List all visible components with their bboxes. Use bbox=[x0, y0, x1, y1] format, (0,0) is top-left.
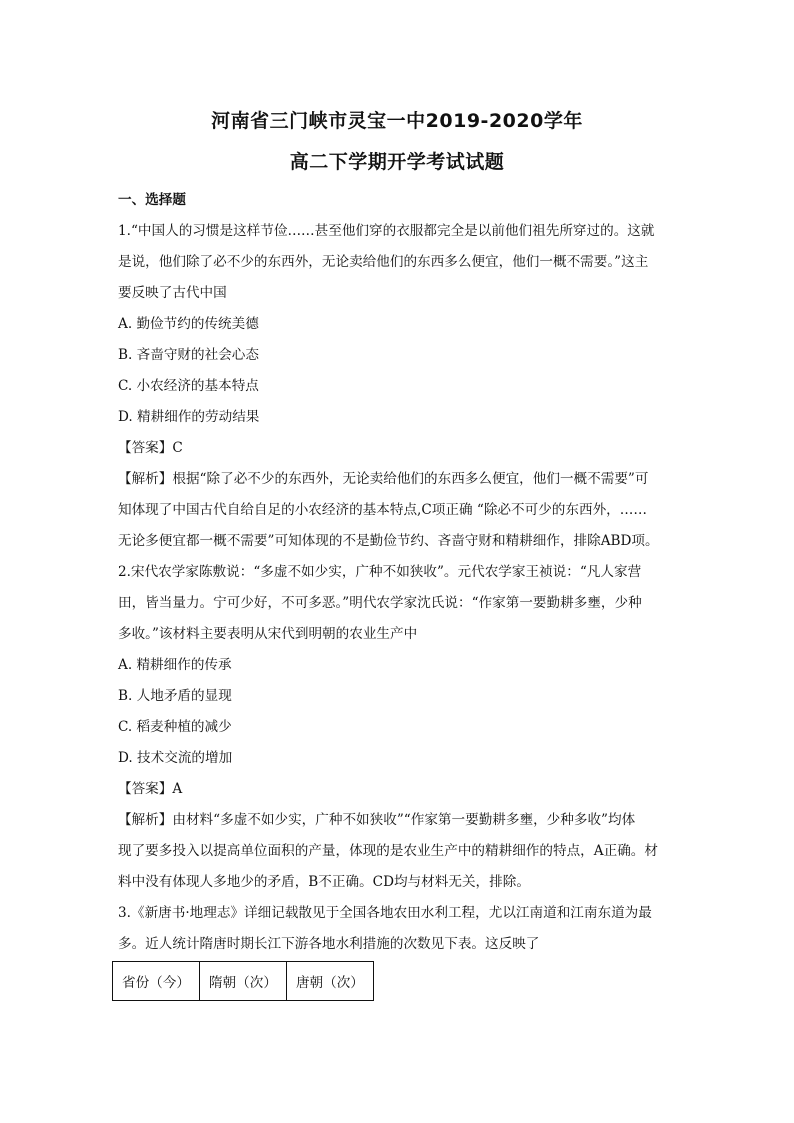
table-header-sui: 隋朝（次） bbox=[199, 962, 286, 1001]
question-3-stem-line2: 多。近人统计隋唐时期长江下游各地水利措施的次数见下表。这反映了 bbox=[118, 936, 540, 952]
question-2-option-a: A. 精耕细作的传承 bbox=[118, 657, 232, 673]
table-header-tang: 唐朝（次） bbox=[286, 962, 373, 1001]
question-1-option-c: C. 小农经济的基本特点 bbox=[118, 378, 259, 394]
question-2-stem-line2: 田，皆当量力。宁可少好，不可多恶。”明代农学家沈氏说：“作家第一要勤耕多壅，少种 bbox=[118, 595, 642, 611]
water-works-table bbox=[112, 961, 374, 1001]
question-2-analysis-line3: 料中没有体现人多地少的矛盾，B不正确。CD均与材料无关，排除。 bbox=[118, 874, 530, 890]
question-1-option-b: B. 吝啬守财的社会心态 bbox=[118, 347, 259, 363]
question-2-analysis-line2: 现了要多投入以提高单位面积的产量，体现的是农业生产中的精耕细作的特点，A正确。材 bbox=[118, 843, 658, 859]
question-2-analysis-line1: 【解析】由材料“多虚不如少实，广种不如狭收”“作家第一要勤耕多壅，少种多收”均体 bbox=[118, 812, 636, 828]
question-1-stem-line2: 是说，他们除了必不少的东西外，无论卖给他们的东西多么便宜，他们一概不需要。”这主 bbox=[118, 254, 649, 270]
question-2-option-b: B. 人地矛盾的显现 bbox=[118, 688, 232, 704]
question-1-stem-line3: 要反映了古代中国 bbox=[118, 285, 227, 301]
question-2-stem-line3: 多收。”该材料主要表明从宋代到明朝的农业生产中 bbox=[118, 626, 418, 642]
question-1-analysis-line3: 无论多便宜都一概不需要”可知体现的不是勤俭节约、吝啬守财和精耕细作，排除ABD项。 bbox=[118, 533, 659, 549]
question-2-answer: 【答案】A bbox=[118, 781, 183, 797]
question-2-stem-line1: 2.宋代农学家陈敷说：“多虚不如少实，广种不如狭收”。元代农学家王祯说：“凡人家营 bbox=[118, 564, 642, 580]
question-1-analysis-line2: 知体现了中国古代自给自足的小农经济的基本特点,C项正确 “除必不可少的东西外，…… bbox=[118, 502, 647, 518]
question-1-option-a: A. 勤俭节约的传统美德 bbox=[118, 316, 259, 332]
section-heading: 一、选择题 bbox=[118, 192, 186, 208]
table-header-row bbox=[113, 962, 374, 1001]
table-header-province: 省份（今） bbox=[113, 962, 200, 1001]
document-body bbox=[118, 185, 678, 960]
document-title-line2: 高二下学期开学考试试题 bbox=[289, 151, 505, 173]
question-1-option-d: D. 精耕细作的劳动结果 bbox=[118, 409, 260, 425]
question-2-option-c: C. 稻麦种植的减少 bbox=[118, 719, 232, 735]
question-2-option-d: D. 技术交流的增加 bbox=[118, 750, 233, 766]
question-3-stem-line1: 3.《新唐书·地理志》详细记载散见于全国各地农田水利工程，尤以江南道和江南东道为最 bbox=[118, 905, 652, 921]
question-1-stem-line1: 1.“中国人的习惯是这样节俭……甚至他们穿的衣服都完全是以前他们祖先所穿过的。这就 bbox=[118, 223, 655, 239]
document-title-line1: 河南省三门峡市灵宝一中2019-2020学年 bbox=[211, 110, 583, 132]
question-1-analysis-line1: 【解析】根据“除了必不少的东西外，无论卖给他们的东西多么便宜，他们一概不需要”可 bbox=[118, 471, 649, 487]
question-1-answer: 【答案】C bbox=[118, 440, 183, 456]
